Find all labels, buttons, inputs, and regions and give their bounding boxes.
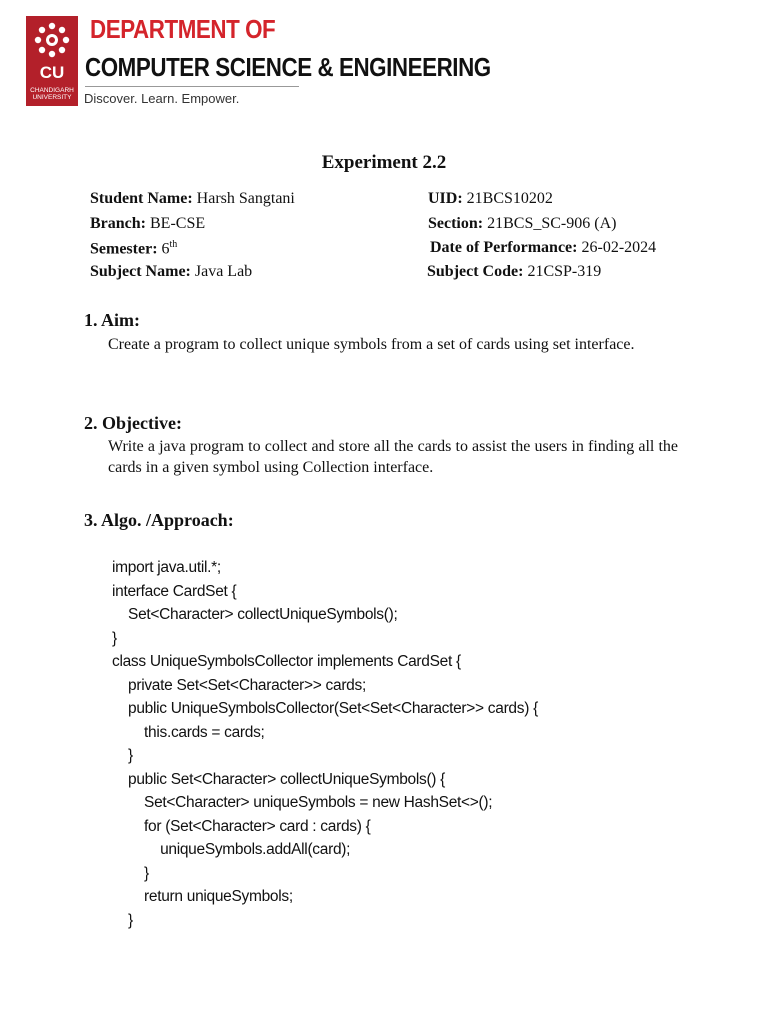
subject-name-label: Subject Name: <box>90 263 191 280</box>
department-title-line2: COMPUTER SCIENCE & ENGINEERING <box>85 52 491 82</box>
approach-heading: 3. Algo. /Approach: <box>84 510 234 530</box>
branch-value: BE-CSE <box>150 215 206 232</box>
code-line: interface CardSet { <box>112 582 237 600</box>
student-name-label: Student Name: <box>90 190 193 207</box>
code-line: } <box>112 629 117 647</box>
department-title-line1: DEPARTMENT OF <box>90 14 276 44</box>
subject-name-row <box>90 263 252 281</box>
code-line: } <box>112 864 149 882</box>
code-line: return uniqueSymbols; <box>112 888 293 905</box>
semester-label: Semester: <box>90 240 158 258</box>
tagline: Discover. Learn. Empower. <box>84 91 240 106</box>
code-line: public Set<Character> collectUniqueSymbols() { <box>112 770 446 788</box>
branch-row <box>90 215 205 233</box>
semester-suffix: th <box>169 239 178 250</box>
code-line: private Set<Set<Character>> cards; <box>112 676 366 694</box>
aim-body: Create a program to collect unique symbols from a set of cards using set interface. <box>108 336 635 353</box>
date-of-performance-label: Date of Performance: <box>430 239 578 256</box>
subject-code-label: Subject Code: <box>427 263 524 280</box>
code-line: this.cards = cards; <box>112 723 265 741</box>
subject-code-value: 21CSP-319 <box>527 263 602 280</box>
code-line: import java.util.*; <box>112 559 221 576</box>
code-block <box>112 556 538 932</box>
header-divider <box>85 86 299 87</box>
logo-text: CU <box>39 63 65 82</box>
uid-value: 21BCS10202 <box>466 190 553 207</box>
code-line: class UniqueSymbolsCollector implements CardSet { <box>112 653 461 670</box>
code-line: } <box>112 747 133 764</box>
code-line: Set<Character> uniqueSymbols = new HashSet<>(); <box>112 794 493 811</box>
uid-row <box>428 190 553 208</box>
section-label: Section: <box>428 215 484 232</box>
date-of-performance-row <box>430 239 656 257</box>
objective-heading: 2. Objective: <box>84 413 182 433</box>
code-line: Set<Character> collectUniqueSymbols(); <box>112 606 398 623</box>
student-name-row <box>90 190 295 208</box>
aim-heading: 1. Aim: <box>84 310 140 330</box>
student-name-value: Harsh Sangtani <box>196 190 295 207</box>
code-line: public UniqueSymbolsCollector(Set<Set<Character>> cards) { <box>112 700 538 717</box>
branch-label: Branch: <box>90 215 146 232</box>
code-line: for (Set<Character> card : cards) { <box>112 817 371 835</box>
subject-code-row <box>427 263 601 281</box>
uid-label: UID: <box>428 190 463 207</box>
subject-name-value: Java Lab <box>194 263 253 280</box>
code-line: uniqueSymbols.addAll(card); <box>112 841 351 858</box>
university-logo <box>26 16 78 106</box>
section-row <box>428 215 616 233</box>
semester-row <box>90 239 177 258</box>
code-line: } <box>112 911 133 929</box>
logo-university: CHANDIGARH UNIVERSITY <box>30 87 74 101</box>
section-value: 21BCS_SC-906 (A) <box>487 215 617 232</box>
objective-body: Write a java program to collect and store all the cards to assist the users in finding all the cards in a given symbol using Collection interface. <box>108 438 678 476</box>
page-title: Experiment 2.2 <box>321 152 447 173</box>
semester-value: 6 <box>161 240 170 258</box>
emblem-icon <box>33 21 71 59</box>
date-of-performance-value: 26-02-2024 <box>581 239 657 256</box>
